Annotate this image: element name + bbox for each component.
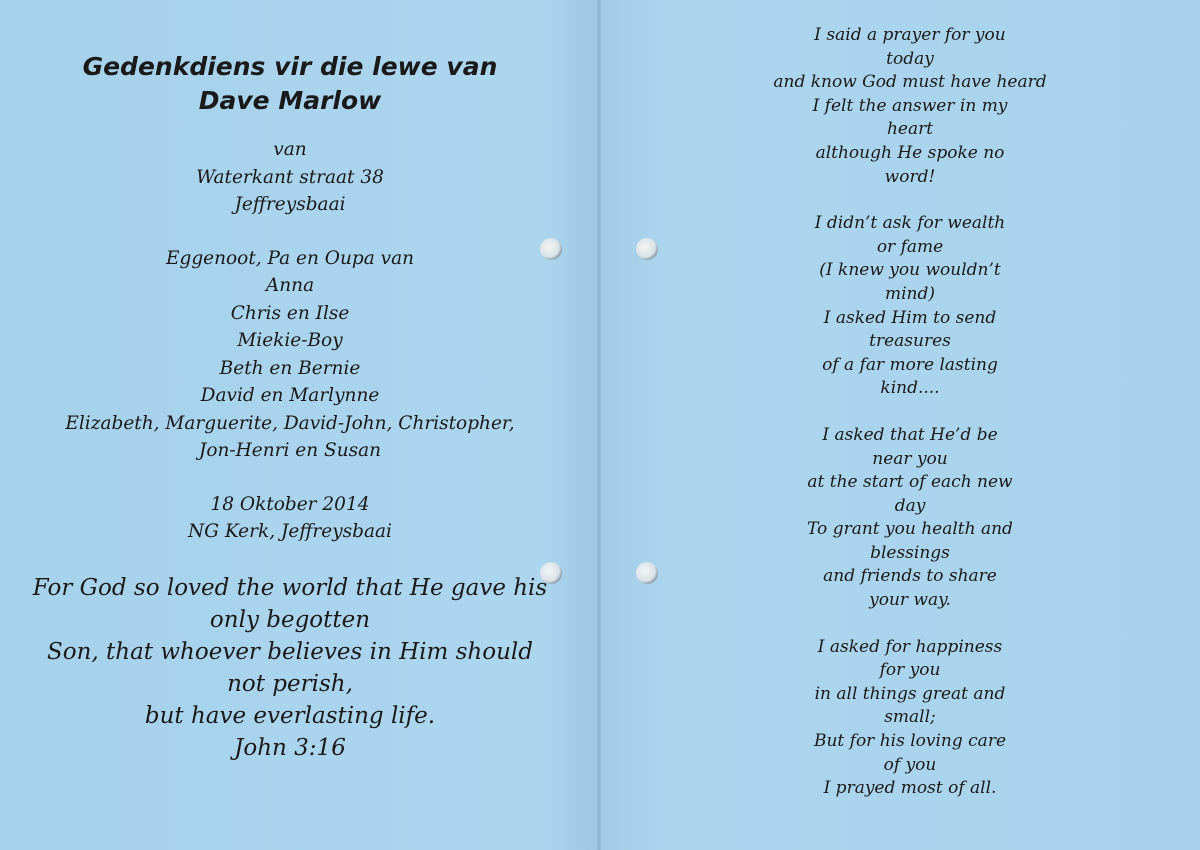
memorial-title: [0, 50, 580, 118]
poem-line: your way.: [869, 590, 951, 611]
title-line: Gedenkdiens vir die lewe van: [82, 52, 498, 81]
family-line: Elizabeth, Marguerite, David-John, Christopher,: [65, 412, 515, 434]
poem-line: although He spoke no: [815, 142, 1005, 163]
poem-line: To grant you health and: [807, 519, 1013, 540]
poem-line: kind....: [880, 378, 940, 399]
poem-stanza: [700, 212, 1120, 401]
verse-line: but have everlasting life.: [144, 702, 436, 729]
poem-line: I asked for happiness: [817, 636, 1003, 657]
deceased-name: Dave Marlow: [198, 86, 382, 115]
verse-line: not perish,: [227, 670, 353, 697]
address-line: Jeffreysbaai: [234, 194, 346, 215]
poem-stanza: [700, 424, 1120, 613]
poem-line: in all things great and: [814, 683, 1006, 704]
poem-line: word!: [884, 166, 936, 187]
family-line: Miekie-Boy: [237, 330, 343, 351]
poem-line: and know God must have heard: [773, 72, 1047, 93]
poem-line: and friends to share: [823, 566, 997, 587]
poem-line: I said a prayer for you: [814, 25, 1006, 45]
poem-line: of you: [883, 754, 937, 775]
poem-line: I didn’t ask for wealth: [814, 213, 1006, 234]
poem-line: (I knew you wouldn’t: [819, 260, 1001, 281]
verse-line: For God so loved the world that He gave his: [32, 574, 548, 601]
poem-line: or fame: [876, 236, 944, 257]
right-page: [700, 24, 1120, 801]
center-fold: [596, 0, 602, 850]
poem-line: mind): [884, 283, 936, 304]
poem-line: small;: [884, 707, 936, 728]
punch-hole: [636, 562, 658, 584]
family-line: Jon-Henri en Susan: [198, 440, 382, 461]
address-line: van: [273, 139, 307, 160]
verse-line: only begotten: [209, 606, 371, 633]
poem-line: heart: [886, 119, 934, 140]
poem-line: day: [894, 495, 926, 516]
poem-line: I asked that He’d be: [822, 424, 998, 445]
family-line: Anna: [265, 275, 315, 296]
poem-stanza: [700, 636, 1120, 801]
punch-hole: [636, 238, 658, 260]
verse-reference: John 3:16: [234, 734, 346, 761]
poem-line: near you: [872, 448, 948, 469]
poem-line: at the start of each new: [807, 472, 1013, 493]
poem-stanza: [700, 24, 1120, 189]
poem-line: But for his loving care: [813, 731, 1007, 752]
left-page: [0, 40, 580, 764]
poem-line: of a far more lasting: [822, 354, 998, 375]
family-line: David en Marlynne: [200, 385, 380, 406]
family-block: [0, 245, 580, 465]
poem-line: I asked Him to send: [823, 307, 997, 328]
poem-line: I felt the answer in my: [812, 95, 1008, 116]
family-line: Beth en Bernie: [219, 357, 361, 379]
poem-line: I prayed most of all.: [823, 778, 997, 799]
family-line: Chris en Ilse: [230, 302, 350, 324]
address-block: [0, 136, 580, 219]
verse-line: Son, that whoever believes in Him should: [47, 638, 533, 665]
service-date: 18 Oktober 2014: [210, 493, 370, 515]
poem-line: for you: [879, 660, 941, 681]
family-line: Eggenoot, Pa en Oupa van: [165, 247, 415, 269]
scripture-verse: [0, 572, 580, 764]
poem-line: today: [886, 48, 934, 69]
poem-line: blessings: [870, 542, 950, 563]
service-venue: NG Kerk, Jeffreysbaai: [188, 521, 392, 542]
service-block: [0, 491, 580, 546]
address-line: Waterkant straat 38: [196, 166, 384, 188]
poem-line: treasures: [869, 331, 951, 352]
